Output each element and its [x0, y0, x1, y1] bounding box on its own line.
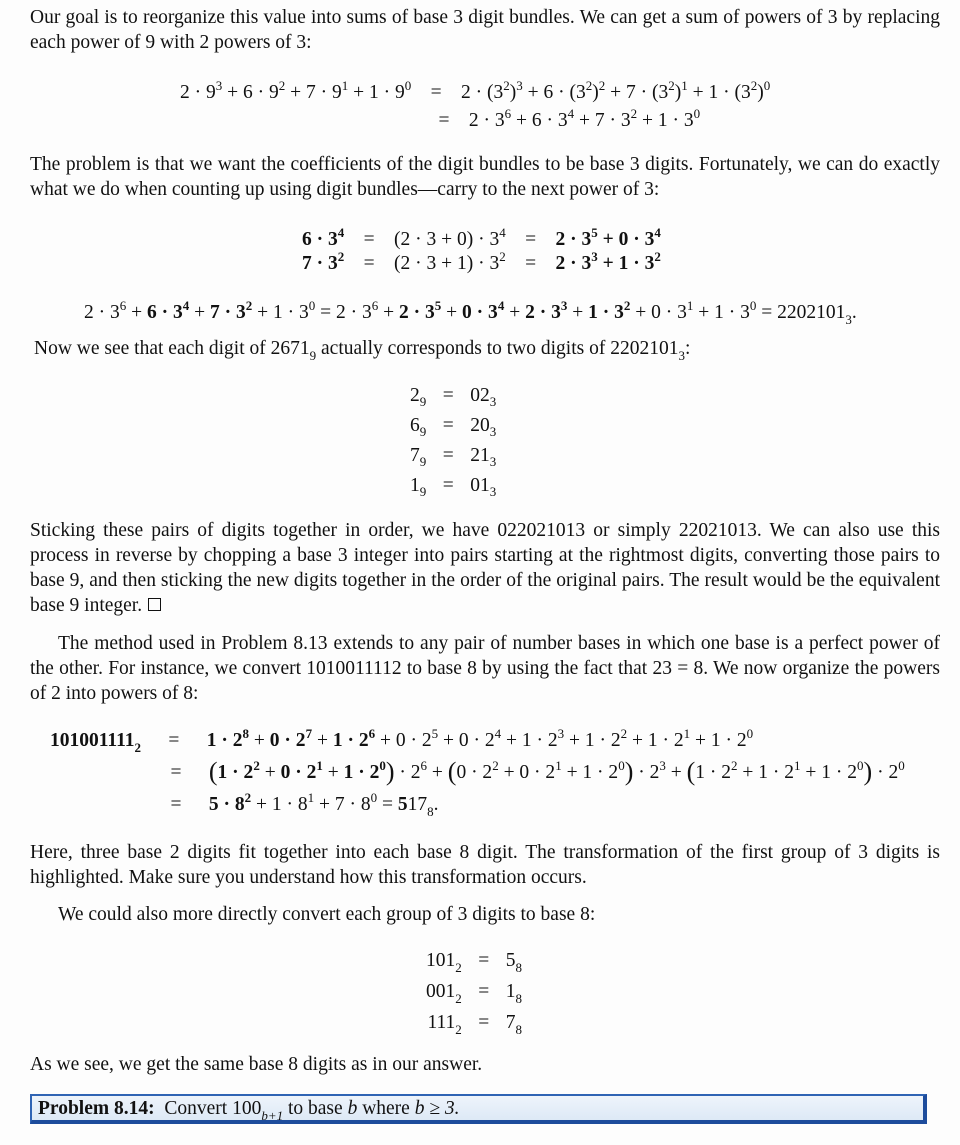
paragraph-intro: Our goal is to reorganize this value into sums of base 3 digit bundles. We can get a sum of powers of 3 by replacing each power of 9 with 2 powers of 3:: [30, 7, 940, 53]
equation-base2-line1: $101001111_2 = 1 \cdot 2^8 + 0 \cdot 2^7 + 1 \cdot 2^6 + 0 \cdot 2^5 + 0 \cdot 2^4 + 1 \cdot 2^3 + 1 \cdot 2^2 + 1 \cdot 2^1 + 1 \cdot 2^0$: [50, 725, 754, 755]
paragraph-digit-correspondence: Now we see that each digit of $2671_9$ actually corresponds to two digits of $2202101_3$:: [34, 338, 691, 363]
table-row: $7_9$ = $21_3$: [410, 444, 497, 470]
problem-label: Problem 8.14:: [38, 1098, 155, 1119]
equation-carry-line2: $7 \cdot 3^2 = (2 \cdot 3 + 1) \cdot 3^2 = 2 \cdot 3^3 + 1 \cdot 3^2$: [302, 248, 661, 274]
paragraph-carry: The problem is that we want the coefficients of the digit bundles to be base 3 digits. Fortunately, we can do exactly what we do when counting up using digit bundles—carry to the next power of 3:: [30, 154, 940, 200]
table-row: $1_9$ = $01_3$: [410, 474, 497, 500]
paragraph-reverse-process: Sticking these pairs of digits together in order, we have 022021013 or simply 22021013. We can also use this process in reverse by chopping a base 3 integer into pairs starting at the rightmost digits, converting those pairs to base 9, and then sticking the new digits together in the order of the original pairs. The result would be the equivalent base 9 integer.: [30, 520, 940, 616]
table-row: $2_9$ = $02_3$: [410, 384, 497, 410]
base2-to-base8-table: [426, 945, 522, 1038]
equation-base2-line3: = $5 \cdot 8^2 + 1 \cdot 8^1 + 7 \cdot 8^0 = 517_8$.: [170, 789, 439, 819]
paragraph-perfect-power: The method used in Problem 8.13 extends to any pair of number bases in which one base is a perfect power of the other. For instance, we convert 1010011112 to base 8 by using the fact that 23 = 8. We now organize the powers of 2 into powers of 8:: [30, 633, 940, 704]
qed-square-icon: [148, 598, 161, 611]
equation-power9-line2: = $2 \cdot 3^6 + 6 \cdot 3^4 + 7 \cdot 3^2 + 1 \cdot 3^0$: [438, 105, 701, 131]
problem-text: Convert $100_{b+1}$ to base b where b ≥ 3.: [164, 1098, 460, 1123]
paragraph-three-digits: Here, three base 2 digits fit together into each base 8 digit. The transformation of the first group of 3 digits is highlighted. Make sure you understand how this transformation occurs.: [30, 842, 940, 888]
equation-base2-line2: = $(1 \cdot 2^2 + 0 \cdot 2^1 + 1 \cdot 2^0) \cdot 2^6 + (0 \cdot 2^2 + 0 \cdot 2^1 + 1 \cdot 2^0) \cdot 2^3 + (1 \cdot 2^2 + 1 \cdot 2^1 + 1 \cdot 2^0) \cdot 2^0$: [170, 757, 905, 786]
equation-carry-line1: $6 \cdot 3^4 = (2 \cdot 3 + 0) \cdot 3^4 = 2 \cdot 3^5 + 0 \cdot 3^4$: [302, 224, 661, 250]
paragraph-conclusion: As we see, we get the same base 8 digits as in our answer.: [30, 1054, 483, 1075]
paragraph-direct-convert: We could also more directly convert each group of 3 digits to base 8:: [58, 904, 596, 925]
table-row: $001_2$ = $1_8$: [426, 981, 522, 1006]
base9-to-base3-table: [410, 380, 496, 500]
equation-full-expansion: $2 \cdot 3^6 + 6 \cdot 3^4 + 7 \cdot 3^2 + 1 \cdot 3^0 = 2 \cdot 3^6 + 2 \cdot 3^5 + 0 \cdot 3^4 + 2 \cdot 3^3 + 1 \cdot 3^2 + 0 \cdot 3^1 + 1 \cdot 3^0 = 2202101_3$.: [84, 297, 857, 327]
problem-box: [30, 1094, 927, 1124]
table-row: $6_9$ = $20_3$: [410, 414, 497, 440]
table-row: $101_2$ = $5_8$: [426, 950, 522, 975]
table-row: $111_2$ = $7_8$: [427, 1012, 522, 1037]
equation-power9-line1: $2 \cdot 9^3 + 6 \cdot 9^2 + 7 \cdot 9^1 + 1 \cdot 9^0 = 2 \cdot (3^2)^3 + 6 \cdot (3^2)^2 + 7 \cdot (3^2)^1 + 1 \cdot (3^2)^0$: [180, 77, 771, 103]
